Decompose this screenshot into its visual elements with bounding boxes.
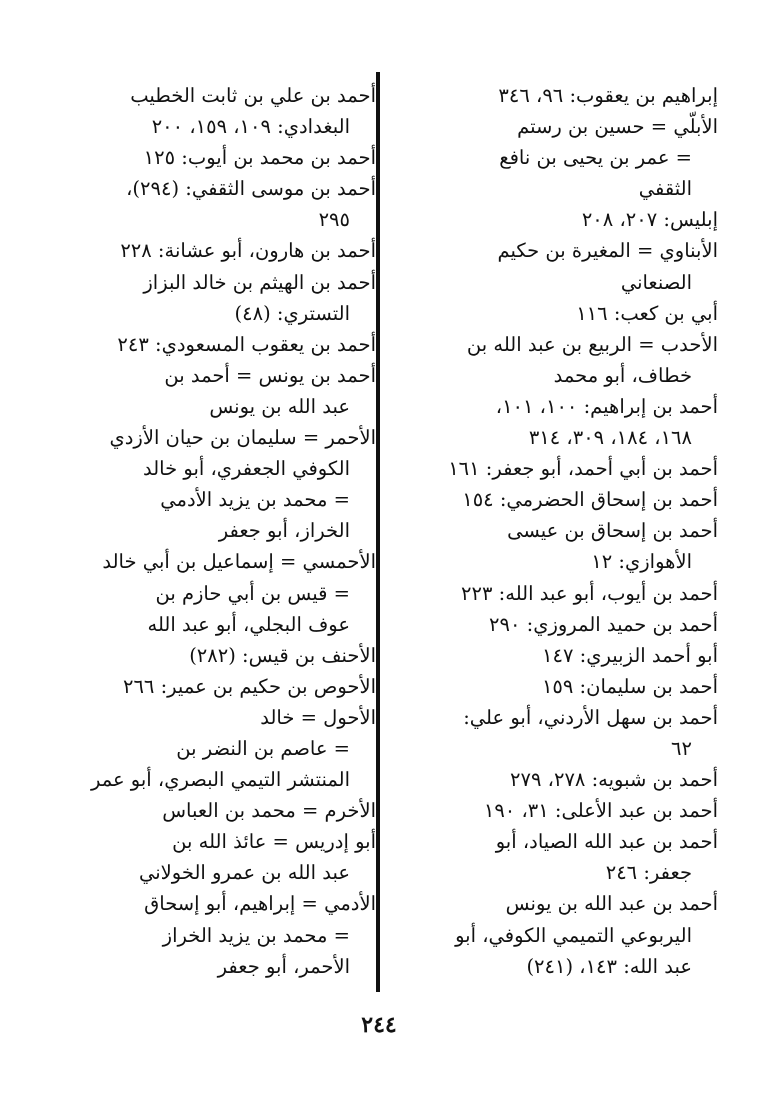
index-entry-line: أبو إدريس = عائذ الله بن (172, 830, 376, 854)
index-continuation-line: الثقفي (638, 177, 692, 201)
index-entry-line: الأحمر = سليمان بن حيان الأزدي (109, 426, 376, 450)
index-entry-line: أحمد بن شبويه: ٢٧٨، ٢٧٩ (510, 768, 718, 792)
index-continuation-line: التستري: (٤٨) (234, 301, 350, 325)
index-entry-line: أحمد بن عبد الأعلى: ٣١، ١٩٠ (483, 799, 718, 823)
index-entry-line: أحمد بن يعقوب المسعودي: ٢٤٣ (117, 332, 376, 356)
index-continuation-line: = عاصم بن النضر بن (176, 736, 350, 760)
index-entry-line: الأبناوي = المغيرة بن حكيم (497, 239, 718, 263)
index-entry-line: أحمد بن يونس = أحمد بن (164, 363, 376, 387)
index-entry-line: أحمد بن عبد الله بن يونس (505, 892, 718, 916)
index-continuation-line: جعفر: ٢٤٦ (605, 861, 692, 885)
index-column-right (398, 80, 718, 982)
index-entry-line: أحمد بن سليمان: ١٥٩ (541, 674, 718, 698)
index-entry-line: أحمد بن علي بن ثابت الخطيب (130, 84, 376, 107)
index-entry-line: أحمد بن عبد الله الصياد، أبو (495, 830, 718, 854)
index-entry-line: أحمد بن إسحاق بن عيسى (507, 519, 718, 543)
index-continuation-line: = قيس بن أبي حازم بن (155, 581, 350, 605)
index-continuation-line: ٢٩٥ (318, 208, 350, 232)
index-entry-line: أحمد بن سهل الأردني، أبو علي: (463, 705, 718, 729)
index-entry-line: أحمد بن إسحاق الحضرمي: ١٥٤ (462, 488, 718, 512)
index-entry-line: أحمد بن أيوب، أبو عبد الله: ٢٢٣ (461, 581, 718, 605)
index-entry-line: أحمد بن هارون، أبو عشانة: ٢٢٨ (120, 239, 376, 263)
index-continuation-line: ١٦٨، ١٨٤، ٣٠٩، ٣١٤ (528, 426, 692, 450)
index-entry-line: أحمد بن إبراهيم: ١٠٠، ١٠١، (495, 394, 718, 418)
index-continuation-line: = محمد بن يزيد الخراز (162, 923, 350, 947)
index-entry-line: إبليس: ٢٠٧، ٢٠٨ (581, 208, 718, 232)
index-entry-line: الأبلّي = حسين بن رستم (517, 115, 718, 139)
index-entry-line: أحمد بن أبي أحمد، أبو جعفر: ١٦١ (448, 457, 718, 481)
index-continuation-line: الأهوازي: ١٢ (591, 550, 692, 574)
index-entry-line: الأحدب = الربيع بن عبد الله بن (466, 332, 718, 356)
index-continuation-line: الكوفي الجعفري، أبو خالد (143, 457, 350, 481)
index-column-left (68, 80, 376, 982)
index-entry-line: أحمد بن حميد المروزي: ٢٩٠ (489, 612, 718, 636)
index-entry-line: أحمد بن محمد بن أيوب: ١٢٥ (143, 146, 376, 170)
index-continuation-line: خطاف، أبو محمد (553, 363, 692, 387)
index-continuation-line: عوف البجلي، أبو عبد الله (147, 612, 350, 636)
index-continuation-line: الخراز، أبو جعفر (218, 519, 350, 543)
index-continuation-line: = محمد بن يزيد الأدمي (160, 488, 350, 512)
index-entry-line: أحمد بن موسى الثقفي: (٢٩٤)، (126, 177, 376, 201)
index-continuation-line: الصنعاني (620, 270, 692, 294)
index-continuation-line: اليربوعي التميمي الكوفي، أبو (455, 923, 692, 947)
index-continuation-line: = عمر بن يحيى بن نافع (499, 146, 692, 170)
index-entry-line: الأخرم = محمد بن العباس (162, 799, 376, 823)
index-entry-line: أحمد بن الهيثم بن خالد البزاز (143, 270, 376, 294)
index-entry-line: الأحمسي = إسماعيل بن أبي خالد (102, 550, 376, 574)
index-entry-line: أبو أحمد الزبيري: ١٤٧ (542, 643, 718, 667)
index-continuation-line: الأحمر، أبو جعفر (217, 954, 350, 978)
index-entry-line: أبي بن كعب: ١١٦ (576, 301, 718, 325)
index-entry-line: الأحول = خالد (260, 705, 376, 729)
index-entry-line: الأدمي = إبراهيم، أبو إسحاق (144, 892, 376, 916)
index-entry-line: الأحوص بن حكيم بن عمير: ٢٦٦ (122, 674, 376, 698)
index-continuation-line: عبد الله: ١٤٣، (٢٤١) (526, 954, 692, 978)
index-continuation-line: عبد الله بن عمرو الخولاني (139, 861, 350, 885)
index-entry-line: الأحنف بن قيس: (٢٨٢) (189, 643, 376, 667)
index-continuation-line: ٦٢ (671, 736, 692, 760)
index-continuation-line: المنتشر التيمي البصري، أبو عمر (90, 768, 350, 792)
column-divider (376, 72, 380, 992)
index-continuation-line: عبد الله بن يونس (209, 394, 350, 418)
index-entry-line: إبراهيم بن يعقوب: ٩٦، ٣٤٦ (498, 84, 718, 107)
index-continuation-line: البغدادي: ١٠٩، ١٥٩، ٢٠٠ (151, 115, 350, 139)
page-number: ٢٤٤ (361, 1012, 397, 1038)
